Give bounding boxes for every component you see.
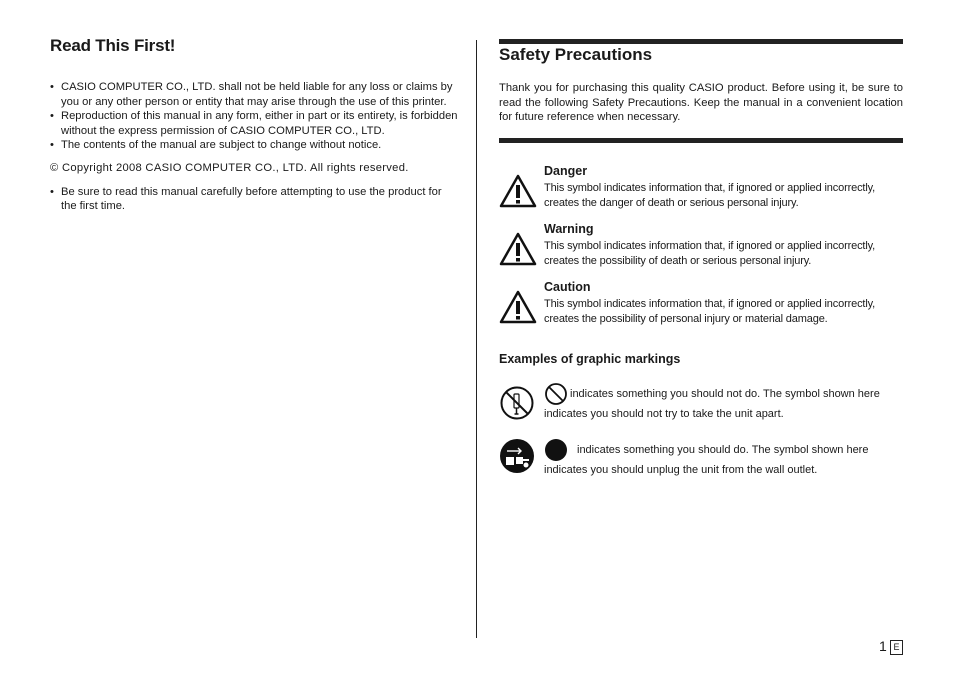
hazard-desc: This symbol indicates information that, if ignored or applied incorrectly, creates the possibility of personal injury or material damage. xyxy=(544,298,876,325)
no-disassembly-icon xyxy=(499,385,535,421)
unplug-icon xyxy=(499,438,535,474)
hazard-desc: This symbol indicates information that, if ignored or applied incorrectly, creates the danger of death or serious personal injury. xyxy=(544,182,876,209)
example-text-line2: indicates you should not try to take the unit apart. xyxy=(544,408,784,420)
hazard-title: Danger xyxy=(544,164,588,178)
notice-list-2 xyxy=(50,185,458,214)
intro-text: Thank you for purchasing this quality CASIO product. Before using it, be sure to read the following Safety Precautions. Keep the manual in a convenient location for future reference when necessary. xyxy=(499,82,903,123)
example-text-line1: indicates something you should do. The symbol shown here xyxy=(577,444,869,456)
notice-list xyxy=(50,80,458,153)
notice-item: • Reproduction of this manual in any form, either in part or its entirety, is forbidden without the express permission of CASIO COMPUTER CO., LTD. xyxy=(50,109,458,138)
mandatory-icon xyxy=(544,438,568,462)
language-mark: E xyxy=(890,640,903,655)
safety-precautions-title: Safety Precautions xyxy=(499,45,653,64)
examples-title: Examples of graphic markings xyxy=(499,352,681,366)
warning-triangle-icon xyxy=(499,174,537,208)
top-rule xyxy=(499,39,903,44)
hazard-desc: This symbol indicates information that, if ignored or applied incorrectly, creates the possibility of death or serious personal injury. xyxy=(544,240,876,267)
hazard-title: Caution xyxy=(544,280,591,294)
read-this-first-section xyxy=(50,36,458,214)
example-text-line2: indicates you should unplug the unit from the wall outlet. xyxy=(544,464,818,476)
warning-triangle-icon xyxy=(499,232,537,266)
section-rule xyxy=(499,138,903,143)
copyright-text: © Copyright 2008 CASIO COMPUTER CO., LTD. All rights reserved. xyxy=(50,161,409,174)
notice-item: • CASIO COMPUTER CO., LTD. shall not be held liable for any loss or claims by you or any other person or entity that may arise through the use of this printer. xyxy=(50,80,458,109)
prohibition-icon xyxy=(544,382,568,406)
notice-item: • The contents of the manual are subject to change without notice. xyxy=(50,138,458,153)
column-divider xyxy=(476,40,477,638)
notice-item: • Be sure to read this manual carefully before attempting to use the product for the first time. xyxy=(50,185,458,214)
page-number: 1 xyxy=(879,638,887,654)
warning-triangle-icon xyxy=(499,290,537,324)
example-text-line1: indicates something you should not do. The symbol shown here xyxy=(570,388,880,400)
read-this-first-title: Read This First! xyxy=(50,36,176,55)
hazard-title: Warning xyxy=(544,222,594,236)
